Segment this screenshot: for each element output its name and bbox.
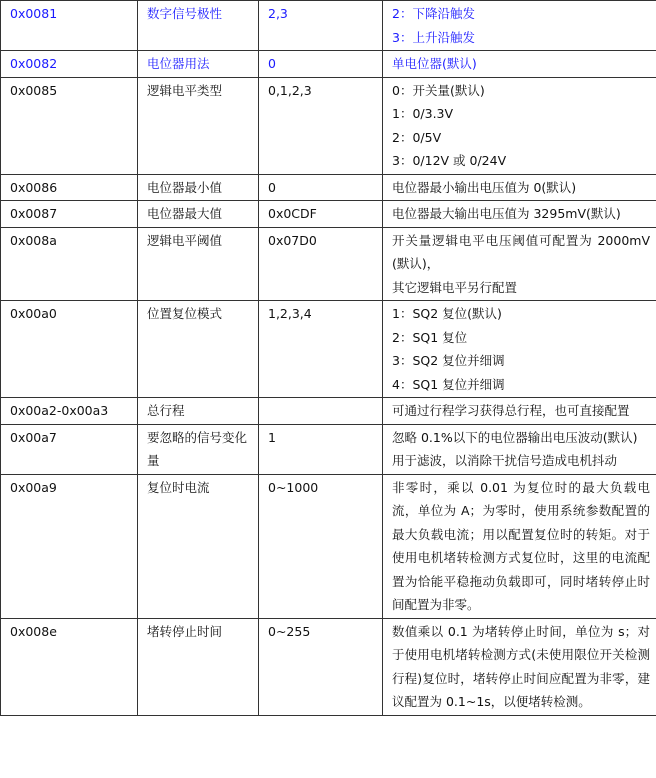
parameter-name: 电位器最小值 <box>138 174 259 201</box>
register-address: 0x00a9 <box>1 474 138 618</box>
parameter-name: 数字信号极性 <box>138 1 259 51</box>
register-address: 0x0085 <box>1 77 138 174</box>
description-line: 可通过行程学习获得总行程，也可直接配置 <box>392 403 630 418</box>
description-line: 4：SQ1 复位并细调 <box>392 376 505 392</box>
parameter-value: 0,1,2,3 <box>259 77 383 174</box>
table-row <box>1 1 656 51</box>
parameter-name: 复位时电流 <box>138 474 259 618</box>
description-line: 3：SQ2 复位并细调 <box>392 353 505 368</box>
register-address: 0x00a2-0x00a3 <box>1 398 138 425</box>
register-table-body <box>1 1 656 716</box>
description-line: 2：SQ1 复位 <box>392 329 468 345</box>
description-line: 3：0/12V 或 0/24V <box>392 153 507 168</box>
table-row <box>1 77 656 174</box>
table-row <box>1 424 656 474</box>
register-address: 0x00a7 <box>1 424 138 474</box>
description-line: 1：0/3.3V <box>392 106 454 121</box>
parameter-description <box>383 424 656 474</box>
table-row <box>1 174 656 201</box>
parameter-name: 电位器最大值 <box>138 201 259 228</box>
description-line: 3：上升沿触发 <box>392 29 475 45</box>
description-line: 0：开关量(默认) <box>392 82 485 98</box>
table-row <box>1 618 656 715</box>
parameter-description <box>383 174 656 201</box>
parameter-name: 总行程 <box>138 398 259 425</box>
parameter-value: 0x0CDF <box>259 201 383 228</box>
parameter-name: 逻辑电平类型 <box>138 77 259 174</box>
table-row <box>1 201 656 228</box>
table-row <box>1 474 656 618</box>
table-row <box>1 398 656 425</box>
parameter-description <box>383 1 656 51</box>
table-row <box>1 51 656 78</box>
parameter-name: 要忽略的信号变化量 <box>138 424 259 474</box>
parameter-name: 堵转停止时间 <box>138 618 259 715</box>
description-line: 2：0/5V <box>392 129 442 145</box>
parameter-value: 1,2,3,4 <box>259 301 383 398</box>
description-line: 1：SQ2 复位(默认) <box>392 306 502 321</box>
parameter-value: 0 <box>259 51 383 78</box>
register-address: 0x0081 <box>1 1 138 51</box>
description-line: 非零时，乘以 0.01 为复位时的最大负载电流，单位为 A；为零时，使用系统参数配置的最大负载电流；用以配置复位时的转矩。对于使用电机堵转检测方式复位时，这里的电流配置为恰能平稳拖动负载即可，同时堵转停止时间配置为非零。 <box>392 479 650 612</box>
register-address: 0x00a0 <box>1 301 138 398</box>
parameter-value: 2,3 <box>259 1 383 51</box>
parameter-name: 逻辑电平阈值 <box>138 227 259 301</box>
parameter-value: 0x07D0 <box>259 227 383 301</box>
description-line: 单电位器(默认) <box>392 56 477 71</box>
parameter-description <box>383 227 656 301</box>
description-line: 忽略 0.1%以下的电位器输出电压波动(默认) <box>392 429 638 445</box>
parameter-description <box>383 77 656 174</box>
description-line: 开关量逻辑电平电压阈值可配置为 2000mV(默认)， <box>392 232 650 271</box>
description-line: 2：下降沿触发 <box>392 6 475 21</box>
parameter-value <box>259 398 383 425</box>
parameter-value: 1 <box>259 424 383 474</box>
parameter-description <box>383 301 656 398</box>
parameter-name: 电位器用法 <box>138 51 259 78</box>
parameter-value: 0 <box>259 174 383 201</box>
description-line: 数值乘以 0.1 为堵转停止时间，单位为 s；对于使用电机堵转检测方式(未使用限位开关检测行程)复位时，堵转停止时间应配置为非零，建议配置为 0.1~1s，以便堵转检测。 <box>392 623 650 709</box>
parameter-description <box>383 618 656 715</box>
parameter-description <box>383 51 656 78</box>
register-address: 0x008e <box>1 618 138 715</box>
parameter-description <box>383 474 656 618</box>
register-address: 0x008a <box>1 227 138 301</box>
parameter-value: 0~255 <box>259 618 383 715</box>
register-address: 0x0086 <box>1 174 138 201</box>
description-line: 用于滤波，以消除干扰信号造成电机抖动 <box>392 453 618 468</box>
parameter-value: 0~1000 <box>259 474 383 618</box>
parameter-description <box>383 201 656 228</box>
register-address: 0x0087 <box>1 201 138 228</box>
table-row <box>1 227 656 301</box>
parameter-name: 位置复位模式 <box>138 301 259 398</box>
description-line: 电位器最大输出电压值为 3295mV(默认) <box>392 206 621 221</box>
description-line: 电位器最小输出电压值为 0(默认) <box>392 179 577 195</box>
description-line: 其它逻辑电平另行配置 <box>392 279 518 295</box>
register-address: 0x0082 <box>1 51 138 78</box>
table-row <box>1 301 656 398</box>
parameter-description <box>383 398 656 425</box>
